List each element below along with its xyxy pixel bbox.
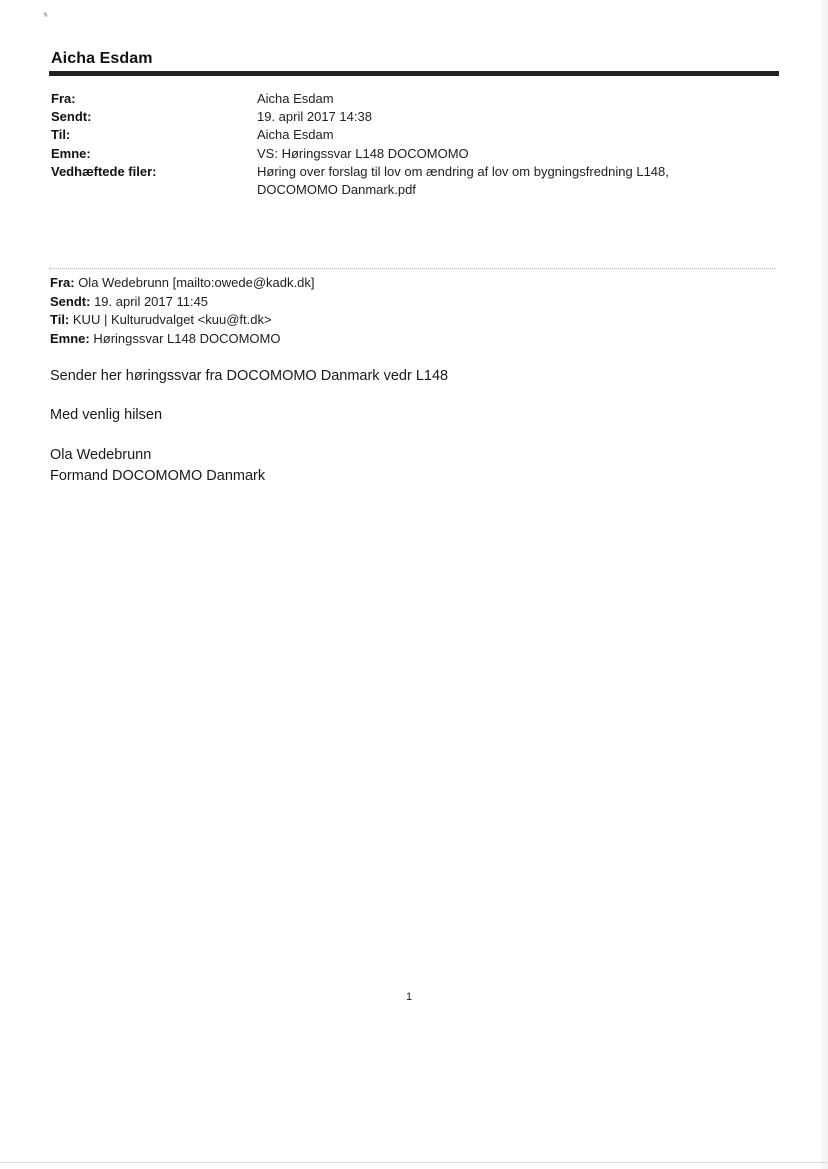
meta-row-from [51, 90, 751, 108]
meta-label-subject: Emne: [51, 145, 91, 161]
meta-row-subject [51, 145, 751, 163]
meta-label-sent: Sendt: [51, 109, 92, 125]
signature-name: Ola Wedebrunn [50, 447, 152, 463]
fwd-subject-line [50, 330, 750, 349]
fwd-to-value: KUU | Kulturudvalget <kuu@ft.dk> [72, 312, 272, 328]
signature-title: Formand DOCOMOMO Danmark [50, 468, 266, 484]
body-greeting: Med venlig hilsen [50, 407, 163, 423]
meta-value-subject: VS: Høringssvar L148 DOCOMOMO [257, 145, 469, 161]
meta-value-sent: 19. april 2017 14:38 [257, 109, 372, 125]
meta-label-from: Fra: [51, 91, 76, 106]
body-line-1: Sender her høringssvar fra DOCOMOMO Danmark vedr L148 [50, 368, 449, 384]
fwd-from-label: Fra: [50, 275, 75, 290]
meta-row-sent [51, 108, 751, 126]
meta-value-to: Aicha Esdam [257, 127, 334, 143]
scan-edge-right [818, 0, 828, 1169]
attachment-line-2: DOCOMOMO Danmark.pdf [257, 182, 416, 198]
meta-row-to [51, 126, 751, 144]
fwd-subject-value: Høringssvar L148 DOCOMOMO [93, 330, 281, 346]
email-meta-table [51, 90, 751, 199]
sender-name-heading: Aicha Esdam [51, 50, 153, 67]
meta-label-to: Til: [51, 127, 71, 143]
page-number: 1 [405, 991, 413, 1003]
scan-edge-bottom [0, 1162, 828, 1163]
forward-divider [49, 268, 775, 269]
fwd-sent-value: 19. april 2017 11:45 [94, 293, 209, 309]
fwd-from-line [50, 274, 750, 293]
fwd-to-label: Til: [50, 312, 70, 328]
fwd-sent-label: Sendt: [50, 293, 91, 309]
meta-label-attachments: Vedhæftede filer: [51, 163, 157, 179]
attachment-line-1: Høring over forslag til lov om ændring af lov om bygningsfredning L148, [257, 163, 669, 179]
fwd-to-line [50, 311, 750, 330]
fwd-sent-line [50, 293, 750, 312]
meta-value-attachments [257, 163, 751, 199]
header-rule [49, 71, 779, 76]
scan-speck [43, 12, 48, 18]
fwd-subject-label: Emne: [50, 330, 90, 346]
fwd-from-value: Ola Wedebrunn [mailto:owede@kadk.dk] [78, 275, 315, 290]
forwarded-header [50, 274, 750, 348]
meta-value-from: Aicha Esdam [257, 91, 334, 106]
meta-row-attachments [51, 163, 751, 199]
